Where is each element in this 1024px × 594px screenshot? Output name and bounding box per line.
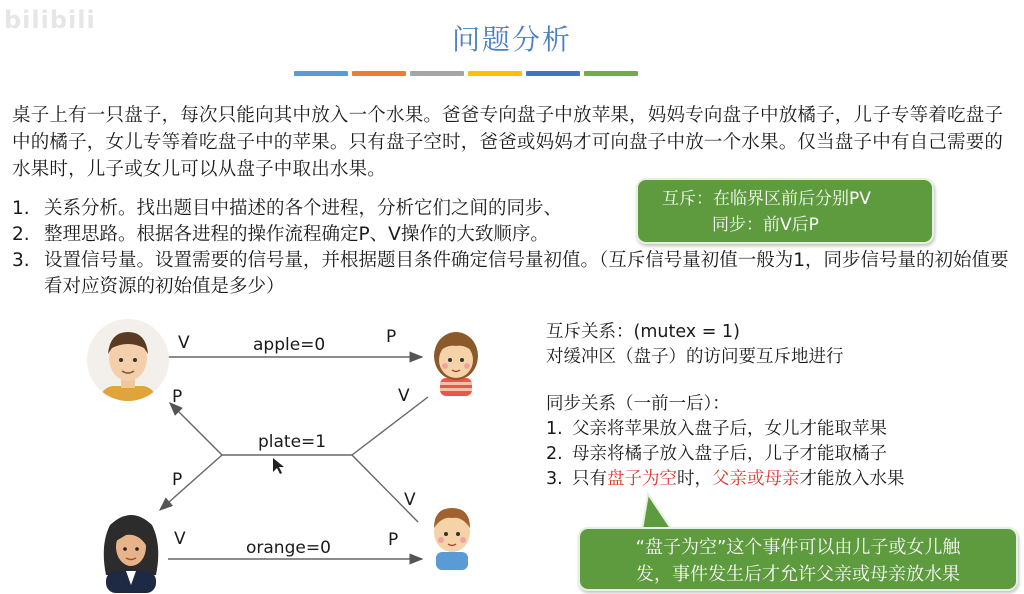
sync-item bbox=[546, 467, 905, 492]
mutex-description: 对缓冲区（盘子）的访问要互斥地进行 bbox=[546, 347, 844, 367]
orange-semaphore-label: orange=0 bbox=[246, 538, 331, 558]
callout-line: 发，事件发生后才允许父亲或母亲放水果 bbox=[636, 564, 960, 585]
mutex-title: 互斥关系：(mutex = 1) bbox=[546, 322, 740, 342]
sync-item-text: 才能放入水果 bbox=[799, 469, 905, 489]
step-text: 关系分析。找出题目中描述的各个进程，分析它们之间的同步、 bbox=[44, 198, 563, 219]
daughter-avatar bbox=[428, 324, 484, 396]
plate-to-father-arrow bbox=[170, 403, 222, 455]
step-text: 设置信号量。设置需要的信号量，并根据题目条件确定信号量初值。（互斥信号量初值一般为1，同步信号量的初始值要看对应资源的初始值是多少） bbox=[44, 250, 1009, 297]
plate-to-mother-arrow bbox=[160, 455, 222, 510]
highlight-plate-empty: 盘子为空 bbox=[607, 469, 677, 489]
sync-item-text: 母亲将橘子放入盘子后，儿子才能取橘子 bbox=[572, 444, 887, 464]
color-bar-segment bbox=[584, 71, 638, 76]
son-avatar bbox=[424, 498, 480, 570]
sync-item-number: 2. bbox=[546, 444, 563, 464]
color-bar-segment bbox=[352, 71, 406, 76]
pv-rule-sync: 同步：前V后P bbox=[712, 215, 819, 235]
v-label: V bbox=[174, 529, 186, 549]
step-number: 1. bbox=[12, 198, 30, 219]
watermark-logo: bilibili bbox=[4, 6, 96, 34]
cursor-icon bbox=[273, 458, 284, 474]
v-label: V bbox=[404, 490, 416, 510]
process-diagram bbox=[0, 300, 540, 594]
color-bar-segment bbox=[526, 71, 580, 76]
p-label: P bbox=[172, 470, 183, 490]
color-bar-segment bbox=[294, 71, 348, 76]
pv-rule-callout bbox=[636, 178, 934, 244]
step-number: 2. bbox=[12, 224, 30, 245]
father-avatar bbox=[86, 318, 170, 402]
plate-semaphore-label: plate=1 bbox=[258, 432, 327, 452]
sync-item-number: 1. bbox=[546, 419, 563, 439]
pv-rule-mutex: 互斥：在临界区前后分别PV bbox=[662, 189, 871, 209]
sync-item-text: 父亲将苹果放入盘子后，女儿才能取苹果 bbox=[572, 419, 887, 439]
step-number: 3. bbox=[12, 250, 30, 271]
apple-semaphore-label: apple=0 bbox=[253, 335, 326, 355]
p-label: P bbox=[172, 387, 183, 407]
step-text: 整理思路。根据各进程的操作流程确定P、V操作的大致顺序。 bbox=[44, 224, 549, 245]
sync-item-number: 3. bbox=[546, 469, 563, 489]
sync-item bbox=[546, 442, 905, 467]
p-label: P bbox=[388, 530, 399, 550]
callout-tail bbox=[638, 492, 678, 532]
v-label: V bbox=[398, 386, 410, 406]
son-to-plate-line bbox=[352, 455, 418, 522]
mother-avatar bbox=[96, 505, 166, 593]
relationship-panel bbox=[546, 320, 905, 492]
highlight-father-or-mother: 父亲或母亲 bbox=[712, 469, 800, 489]
color-bar bbox=[294, 71, 638, 76]
p-label: P bbox=[386, 327, 397, 347]
v-label: V bbox=[178, 333, 190, 353]
problem-statement: 桌子上有一只盘子，每次只能向其中放入一个水果。爸爸专向盘子中放苹果，妈妈专向盘子中放橘子，儿子专等着吃盘子中的橘子，女儿专等着吃盘子中的苹果。只有盘子空时，爸爸或妈妈才可向盘子中放一个水果。仅当盘子中有自己需要的水果时，儿子或女儿可以从盘子中取出水果。 bbox=[12, 105, 1004, 180]
sync-item-text: 只有 bbox=[572, 469, 607, 489]
plate-empty-callout bbox=[578, 527, 1018, 591]
sync-item bbox=[546, 417, 905, 442]
sync-item-text: 时， bbox=[677, 469, 712, 489]
daughter-to-plate-line bbox=[352, 397, 428, 455]
step-item bbox=[12, 248, 1012, 300]
color-bar-segment bbox=[410, 71, 464, 76]
callout-line: “盘子为空”这个事件可以由儿子或女儿触 bbox=[635, 537, 961, 558]
sync-title: 同步关系（一前一后）： bbox=[546, 394, 730, 414]
page-title: 问题分析 bbox=[451, 23, 572, 56]
color-bar-segment bbox=[468, 71, 522, 76]
